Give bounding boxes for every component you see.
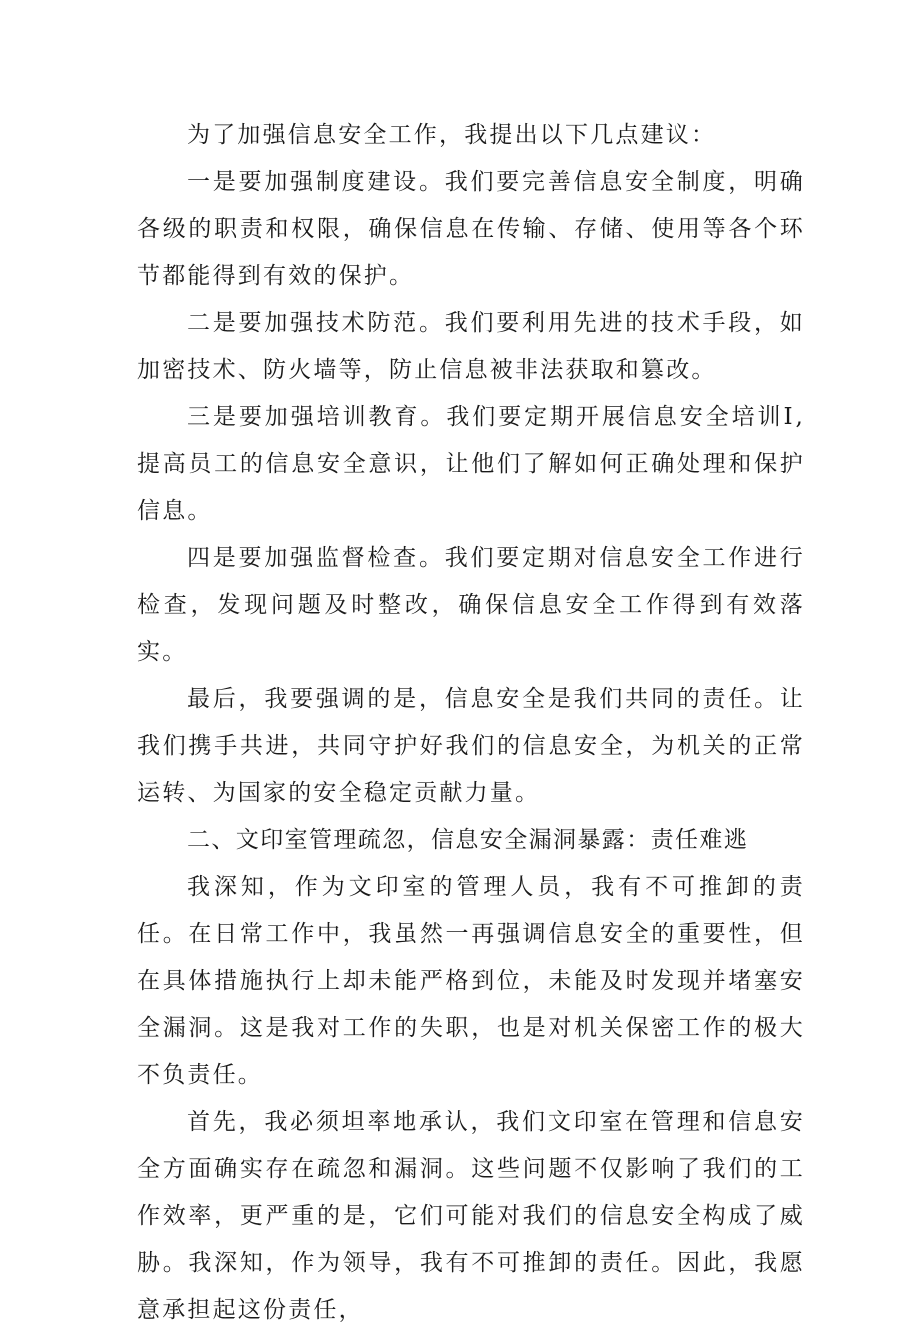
suggestion-3-paragraph: 三是要加强培训教育。我们要定期开展信息安全培训Ⅰ,提高员工的信息安全意识，让他们了解如何正确处理和保护信息。 [137, 404, 805, 524]
suggestion-4-paragraph: 四是要加强监督检查。我们要定期对信息安全工作进行检查，发现问题及时整改，确保信息安全工作得到有效落实。 [137, 545, 805, 665]
section-heading: 二、文印室管理疏忽，信息安全漏洞暴露：责任难逃 [187, 827, 749, 853]
responsibility-paragraph: 我深知，作为文印室的管理人员，我有不可推卸的责任。在日常工作中，我虽然一再强调信息安全的重要性，但在具体措施执行上却未能严格到位，未能及时发现并堵塞安全漏洞。这是我对工作的失职，也是对机关保密工作的极大不负责任。 [137, 874, 805, 1088]
admission-paragraph: 首先，我必须坦率地承认，我们文印室在管理和信息安全方面确实存在疏忽和漏洞。这些问题不仅影响了我们的工作效率，更严重的是，它们可能对我们的信息安全构成了威胁。我深知，作为领导，我有不可推卸的责任。因此，我愿意承担起这份责任， [137, 1109, 805, 1323]
document-body [137, 112, 805, 1334]
conclusion-paragraph: 最后，我要强调的是，信息安全是我们共同的责任。让我们携手共进，共同守护好我们的信息安全，为机关的正常运转、为国家的安全稳定贡献力量。 [137, 686, 805, 806]
suggestion-2-paragraph: 二是要加强技术防范。我们要利用先进的技术手段，如加密技术、防火墙等，防止信息被非法获取和篡改。 [137, 310, 805, 383]
intro-paragraph: 为了加强信息安全工作，我提出以下几点建议： [187, 122, 717, 148]
suggestion-1-paragraph: 一是要加强制度建设。我们要完善信息安全制度，明确各级的职责和权限，确保信息在传输、存储、使用等各个环节都能得到有效的保护。 [137, 169, 805, 289]
